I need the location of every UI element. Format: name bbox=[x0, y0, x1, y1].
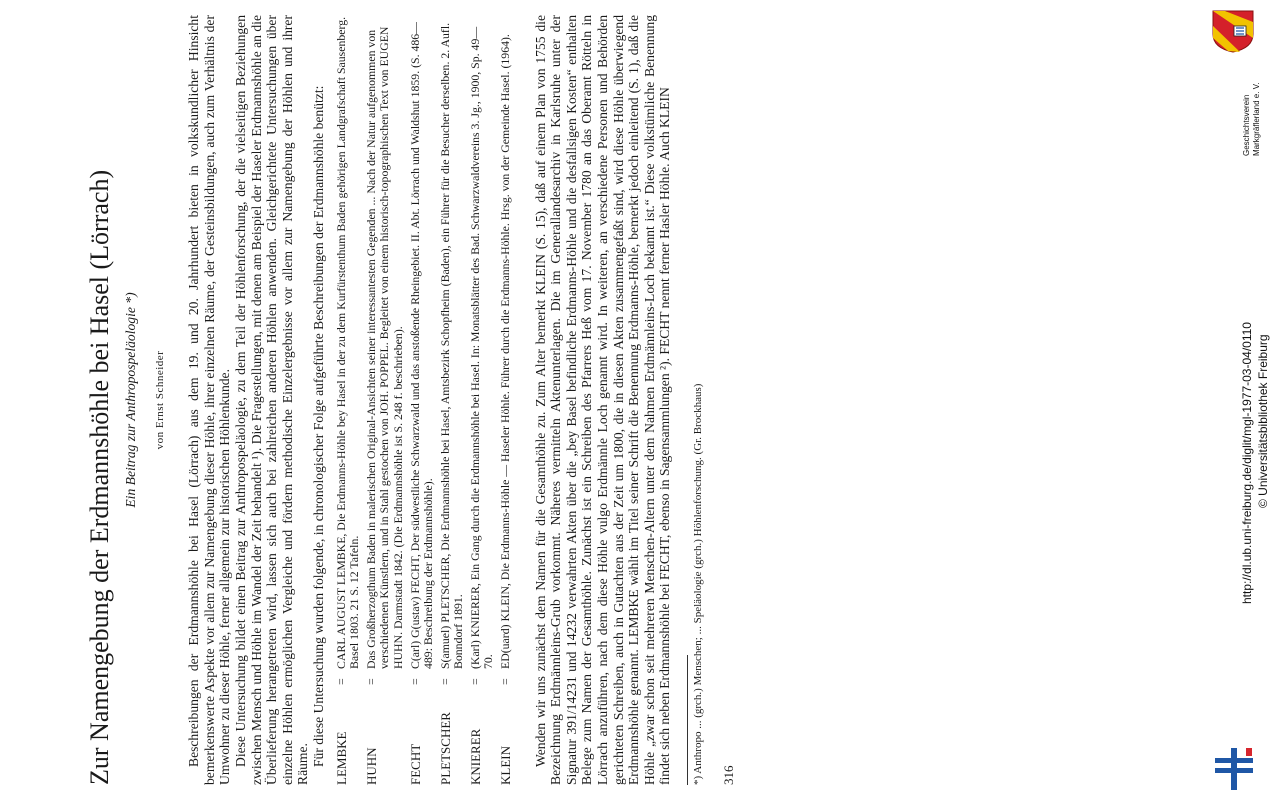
abbreviation-list bbox=[335, 15, 513, 785]
equals-sign: = bbox=[467, 678, 482, 685]
article-subtitle: Ein Beitrag zur Anthropospeläologie *) bbox=[123, 292, 138, 508]
footnote-divider bbox=[687, 655, 688, 785]
footnote: *) Anthropo ... (grch.) Menschen; ... Speläologie (grch.) Höhlenforschung. (Gr. Brockhaus) bbox=[692, 383, 704, 785]
document-url-link[interactable]: http://dl.ub.uni-freiburg.de/diglit/mgl-1977-03-04/0110 bbox=[1240, 322, 1254, 604]
abbreviation-row bbox=[499, 15, 513, 785]
university-library-logo-icon bbox=[1212, 744, 1258, 794]
abbreviation-text: C(arl) G(ustav) FECHT, Der südwestliche Schwarzwald und das anstoßende Rheingebiet. II. Abt. Lörrach und Waldshut 1859. (S. 486—489: Beschreibung der Erdmannshöhle). bbox=[407, 22, 436, 669]
abbreviation-row bbox=[439, 15, 466, 785]
society-name bbox=[1242, 82, 1262, 156]
equals-sign: = bbox=[437, 678, 452, 685]
equals-sign: = bbox=[498, 678, 513, 685]
abbreviation-text: Das Großherzogthum Baden in malerischen Original-Ansichten seiner interessantesten Gegenden ... Nach der Natur aufgenommen von verschiedenen Künstlern, und in Stahl gestochen von JOH. POPPEL. Begleitet von einem historisch-topographischen Text von EUGEN HUHN. Darmstadt 1842. (Die Erdmannshöhle ist S. 248 f. beschrieben). bbox=[363, 26, 405, 669]
abbreviation-key: KNIERER bbox=[467, 728, 483, 785]
abbreviation-text: CARL AUGUST LEMBKE, Die Erdmanns-Höhle bey Hasel in der zu dem Kurfürstenthum Baden gehörigen Landgrafschaft Sausenberg. Basel 1803. 21 S. 12 Tafeln. bbox=[333, 16, 362, 669]
abbreviation-text: ED(uard) KLEIN, Die Erdmanns-Höhle — Haseler Höhle. Führer durch die Erdmanns-Höhle. Hrsg. von der Gemeinde Hasel. (1964). bbox=[498, 34, 513, 669]
abbreviation-key: PLETSCHER bbox=[437, 712, 453, 785]
society-name-line2: Markgräflerland e. V. bbox=[1252, 82, 1261, 156]
rotated-page bbox=[85, 15, 1085, 785]
society-name-line1: Geschichtsverein bbox=[1242, 94, 1251, 156]
abbreviation-row bbox=[469, 15, 496, 785]
page-number: 316 bbox=[721, 765, 736, 785]
abbreviation-row bbox=[335, 15, 362, 785]
intro-paragraph: Für diese Untersuchung wurden folgende, in chronologischer Folge aufgeführte Beschreibungen der Erdmannshöhle benützt: bbox=[310, 85, 326, 767]
intro-paragraph: Beschreibungen der Erdmannshöhle bei Hasel (Lörrach) aus dem 19. und 20. Jahrhundert bieten in volkskundlicher Hinsicht bemerkenswerte Aspekte vor allem zur Namengebung dieser Höhle, ihrer einzelnen Räume, der Gesteinsbildungen, auch zum Verhältnis der Umwohner zu dieser Höhle, ferner allgemein zur historischen Höhlenkunde. bbox=[186, 15, 233, 785]
article-author: von Ernst Schneider bbox=[153, 350, 166, 450]
copyright-text: © Universitätsbibliothek Freiburg bbox=[1256, 334, 1270, 508]
abbreviation-key: LEMBKE bbox=[333, 731, 349, 785]
abbreviation-key: KLEIN bbox=[498, 746, 514, 785]
article-title: Zur Namengebung der Erdmannshöhle bei Hasel (Lörrach) bbox=[85, 169, 114, 785]
abbreviation-text: (Karl) KNIERER, Ein Gang durch die Erdmannshöhle bei Hasel. In: Monatsblätter des Bad. Schwarzwaldvereins 3. Jg., 1900, Sp. 49—70. bbox=[467, 26, 496, 669]
equals-sign: = bbox=[407, 678, 422, 685]
abbreviation-row bbox=[409, 15, 436, 785]
abbreviation-row bbox=[365, 15, 406, 785]
equals-sign: = bbox=[333, 678, 348, 685]
equals-sign: = bbox=[363, 678, 378, 685]
intro-paragraph: Diese Untersuchung bildet einen Beitrag zur Anthropospeläologie, zu dem Teil der Höhlenforschung, der die vielseitigen Beziehungen zwischen Mensch und Höhle im Wandel der Zeit behandelt ¹). Die Fragestellungen, mit denen am Beispiel der Haseler Erdmannshöhle an die Überlieferung herangetreten wird, lassen sich auch bei zahlreichen anderen Höhlen anwenden. Gleichgerichtete Untersuchungen über einzelne Höhlen ermöglichen Vergleiche und fördern methodische Einzelergebnisse vor allem zur Namengebung der Höhlen und ihrer Räume. bbox=[232, 15, 311, 785]
abbreviation-key: FECHT bbox=[407, 743, 423, 785]
society-crest-icon bbox=[1210, 8, 1256, 54]
abbreviation-text: S(amuel) PLETSCHER, Die Erdmannshöhle bei Hasel, Amtsbezirk Schopfheim (Baden), ein Führer für die Besucher derselben. 2. Aufl. Bonndorf 1891. bbox=[437, 22, 466, 669]
body-paragraph: Wenden wir uns zunächst dem Namen für die Gesamthöhle zu. Zum Alter bemerkt KLEIN (S. 15), daß auf einem Plan von 1755 die Bezeichnung Erdmännleins-Grub vorkommt. Näheres vermitteln Aktenunterlagen. Die im Generallandesarchiv in Karlsruhe unter der Signatur 391/14231 und 14232 verwahrten Akten über die „bey Basel befindliche Erdmanns-Höhle und die desfallsigen Kosten“ enthalten Belege zum Namen der Gesamthöhle. Zunächst ist ein Schreiben des Pfarrers Heß vom 17. November 1780 an das Oberamt Rötteln in Lörrach anzuführen, nach dem diese Höhle vulgo Erdmännle Loch genannt wird. In weiteren, an verschiedene Personen und Behörden gerichteten Schreiben, auch in Gutachten aus der Zeit um 1800, die in diesen Akten zusammengefaßt sind, wird diese Höhle überwiegend Erdmannshöhle genannt. LEMBKE wählt im Titel seiner Schrift die Benennung Erdmanns-Höhle, bemerkt jedoch einleitend (S. 1), daß die Höhle „zwar schon seit mehreren Menschen-Altern unter dem Nahmen Erdmännleins-Loch bekannt ist.“ Diese volkstümliche Benennung findet sich neben Erdmannshöhle bei FECHT, ebenso in Sagensammlungen ²). FECHT nennt ferner Hasler Höhle. Auch KLEIN bbox=[532, 15, 673, 785]
abbreviation-key: HUHN bbox=[363, 747, 379, 785]
